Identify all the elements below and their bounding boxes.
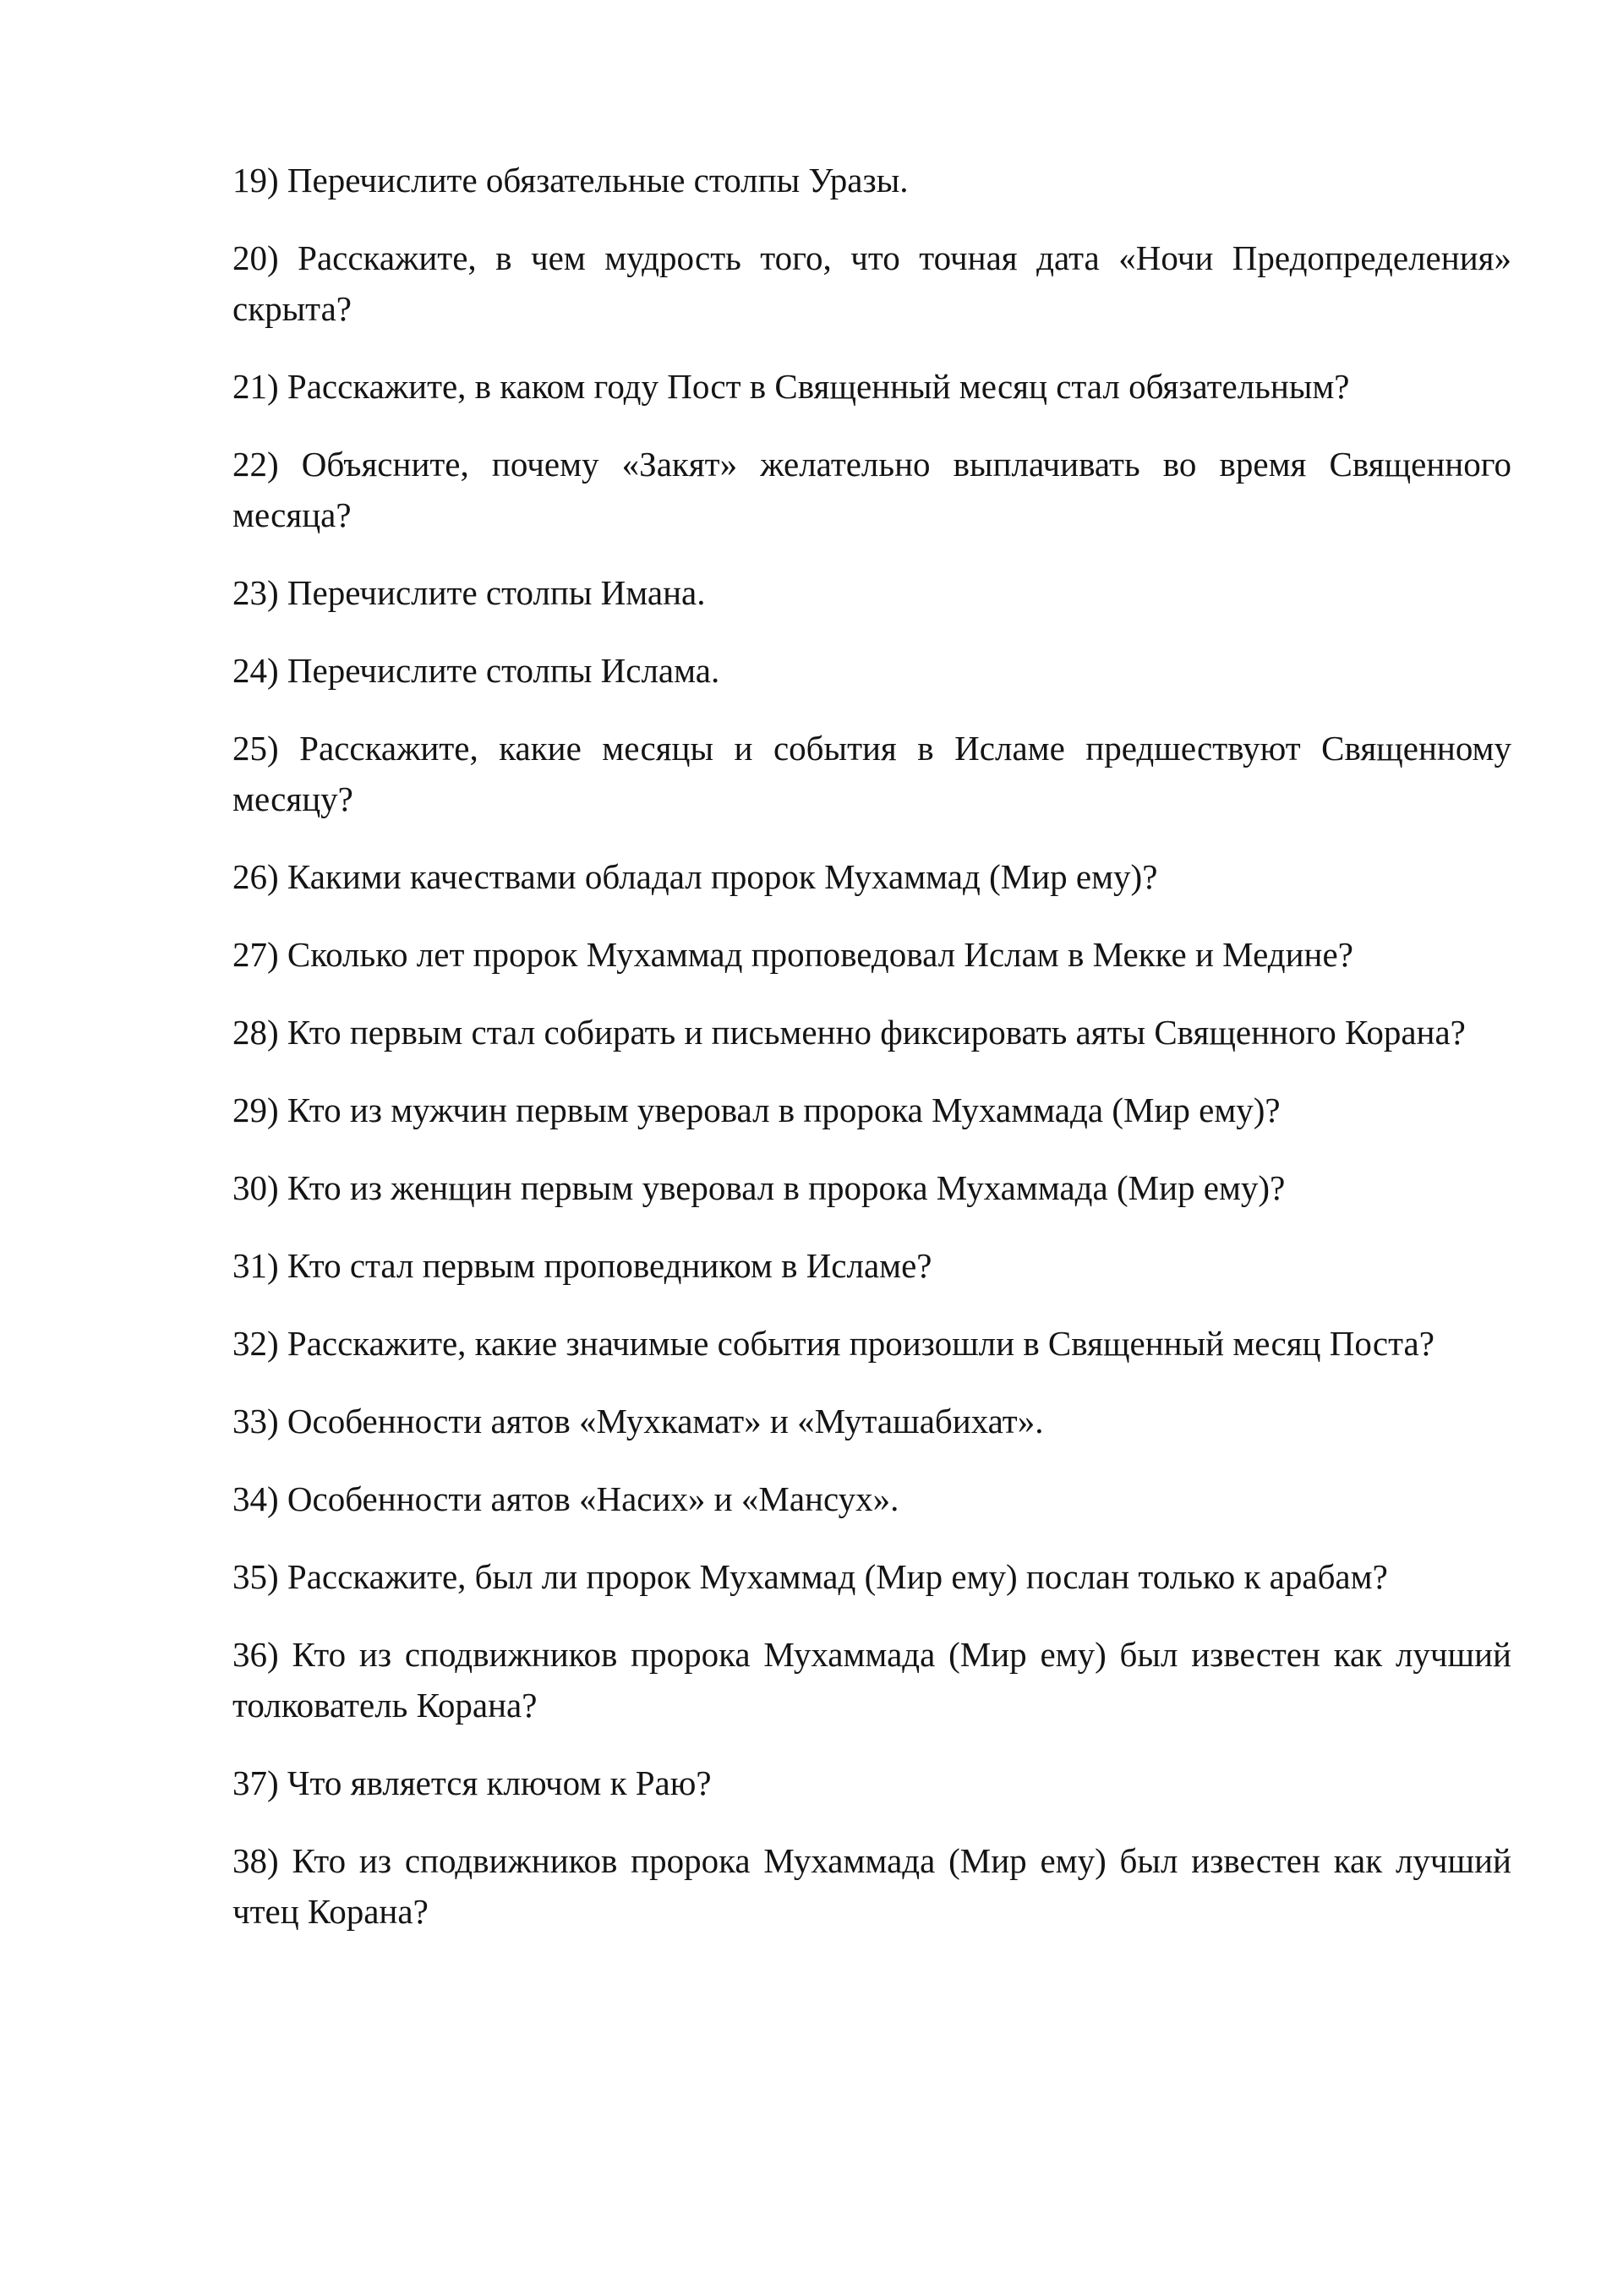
question-item: 23) Перечислите столпы Имана.	[232, 573, 706, 612]
question-item: 21) Расскажите, в каком году Пост в Священный месяц стал обязательным?	[232, 367, 1350, 406]
question-item: 26) Какими качествами обладал пророк Мухаммад (Мир ему)?	[232, 857, 1158, 896]
question-item: 38) Кто из сподвижников пророка Мухаммада (Мир ему) был известен как лучший чтец Корана?	[232, 1841, 1511, 1931]
question-item: 37) Что является ключом к Раю?	[232, 1763, 712, 1802]
question-item: 33) Особенности аятов «Мухкамат» и «Муташабихат».	[232, 1402, 1044, 1440]
question-item: 34) Особенности аятов «Насих» и «Мансух».	[232, 1479, 899, 1518]
question-item: 24) Перечислите столпы Ислама.	[232, 651, 720, 690]
question-item: 32) Расскажите, какие значимые события произошли в Священный месяц Поста?	[232, 1324, 1434, 1363]
question-item: 35) Расскажите, был ли пророк Мухаммад (Мир ему) послан только к арабам?	[232, 1557, 1388, 1596]
question-item: 19) Перечислите обязательные столпы Уразы.	[232, 161, 909, 200]
question-item: 28) Кто первым стал собирать и письменно фиксировать аяты Священного Корана?	[232, 1013, 1466, 1052]
question-item: 20) Расскажите, в чем мудрость того, что точная дата «Ночи Предопределения» скрыта?	[232, 238, 1511, 328]
question-item: 27) Сколько лет пророк Мухаммад проповедовал Ислам в Мекке и Медине?	[232, 935, 1353, 974]
question-item: 29) Кто из мужчин первым уверовал в пророка Мухаммада (Мир ему)?	[232, 1091, 1281, 1129]
question-list	[232, 155, 1511, 1964]
question-item: 22) Объясните, почему «Закят» желательно выплачивать во время Священного месяца?	[232, 445, 1511, 534]
question-item: 25) Расскажите, какие месяцы и события в Исламе предшествуют Священному месяцу?	[232, 729, 1511, 818]
question-item: 36) Кто из сподвижников пророка Мухаммада (Мир ему) был известен как лучший толкователь Корана?	[232, 1635, 1511, 1725]
question-item: 30) Кто из женщин первым уверовал в пророка Мухаммада (Мир ему)?	[232, 1168, 1286, 1207]
question-item: 31) Кто стал первым проповедником в Исламе?	[232, 1246, 932, 1285]
